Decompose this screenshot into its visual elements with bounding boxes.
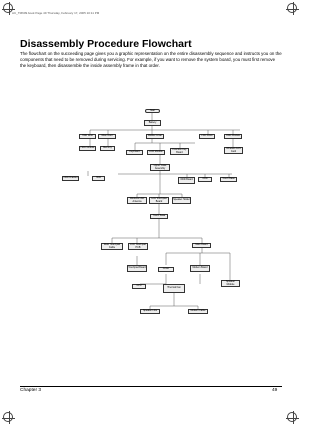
flow-node-low-touchpad-board: Low Touchpad Board — [149, 197, 169, 204]
flow-node-odd-module: ODD Module — [224, 134, 242, 139]
flow-node-upper-case-assembly: Upper Case Assembly — [150, 164, 170, 171]
flow-node-function-key-board: Function Key Board — [170, 148, 189, 155]
flow-node-modem-board: Modem Board — [190, 265, 210, 272]
page-title: Disassembly Procedure Flowchart — [20, 38, 192, 50]
flow-node-odd-board: ODD Board — [178, 177, 195, 184]
flow-node-start: Start — [145, 109, 160, 113]
flow-node-cpu: CPU — [132, 284, 146, 289]
flow-node-wireless-lan-card: Wireless LAN Card — [224, 147, 243, 154]
flow-node-middle-cover: Middle Cover — [147, 134, 163, 138]
flow-node-memory: Memory — [100, 146, 115, 151]
file-header: AC_TM609.book Page 49 Thursday, February 17, 2005 10:11 PM — [12, 11, 100, 15]
flow-node-cover: Cover — [158, 267, 174, 272]
flow-node-wireless-lan-antenna: Wireless LAN Antenna — [127, 197, 147, 204]
flow-node-lcd-frame: Touch Base — [220, 177, 237, 182]
flow-node-rear-touchpad-cable: Rear Touchpad Cable — [101, 243, 123, 250]
footer-rule — [20, 386, 282, 387]
footer-chapter: Chapter 3 — [20, 388, 42, 393]
flow-node-thermal-fan: Thermal Fan — [163, 284, 185, 293]
flow-node-lcd-touchpad-pcb: LCD Touchpad PCB — [128, 243, 148, 250]
flow-node-hdd-module: HDD Module — [80, 146, 95, 150]
flow-node-hdd: HDD — [92, 176, 105, 181]
flow-node-touchpad-board: Touchpad Board — [127, 265, 147, 272]
flow-node-speaker-module: Speaker Module — [221, 280, 240, 287]
flow-node-hdd-door: HDD Door — [79, 134, 96, 139]
flow-node-speaker-line: Speaker Line — [140, 309, 160, 314]
footer-page-number: 49 — [272, 388, 278, 393]
flow-node-speaker-holder: Speaker Holder — [172, 197, 191, 204]
flow-node-odd: ODD — [198, 177, 212, 182]
flow-node-touch-base: Touch Base — [150, 214, 168, 219]
intro-paragraph: The flowchart on the succeeding page gives you a graphic representation on the entire disassembly sequence and instructs you on the components that need to be removed during servicing. For example, if you want to remove the system board, you must first remove the keyboard, then disassemble the inside assembly frame in that order. — [20, 51, 282, 69]
flow-node-keyboard: Keyboard — [126, 150, 143, 155]
flow-node-modem-cable: Modem Cable — [188, 309, 208, 314]
flow-node-main-board: Main Board — [192, 243, 211, 248]
flow-node-battery: Battery — [144, 120, 161, 126]
flow-node-odd-bracket: ODD Bracket — [63, 176, 78, 180]
flow-node-wlan-door: Wlan Door — [98, 134, 116, 139]
flow-node-fdd-drive: FDD Drive — [199, 134, 215, 139]
flow-node-lcd-module: LCD Module — [147, 150, 165, 155]
